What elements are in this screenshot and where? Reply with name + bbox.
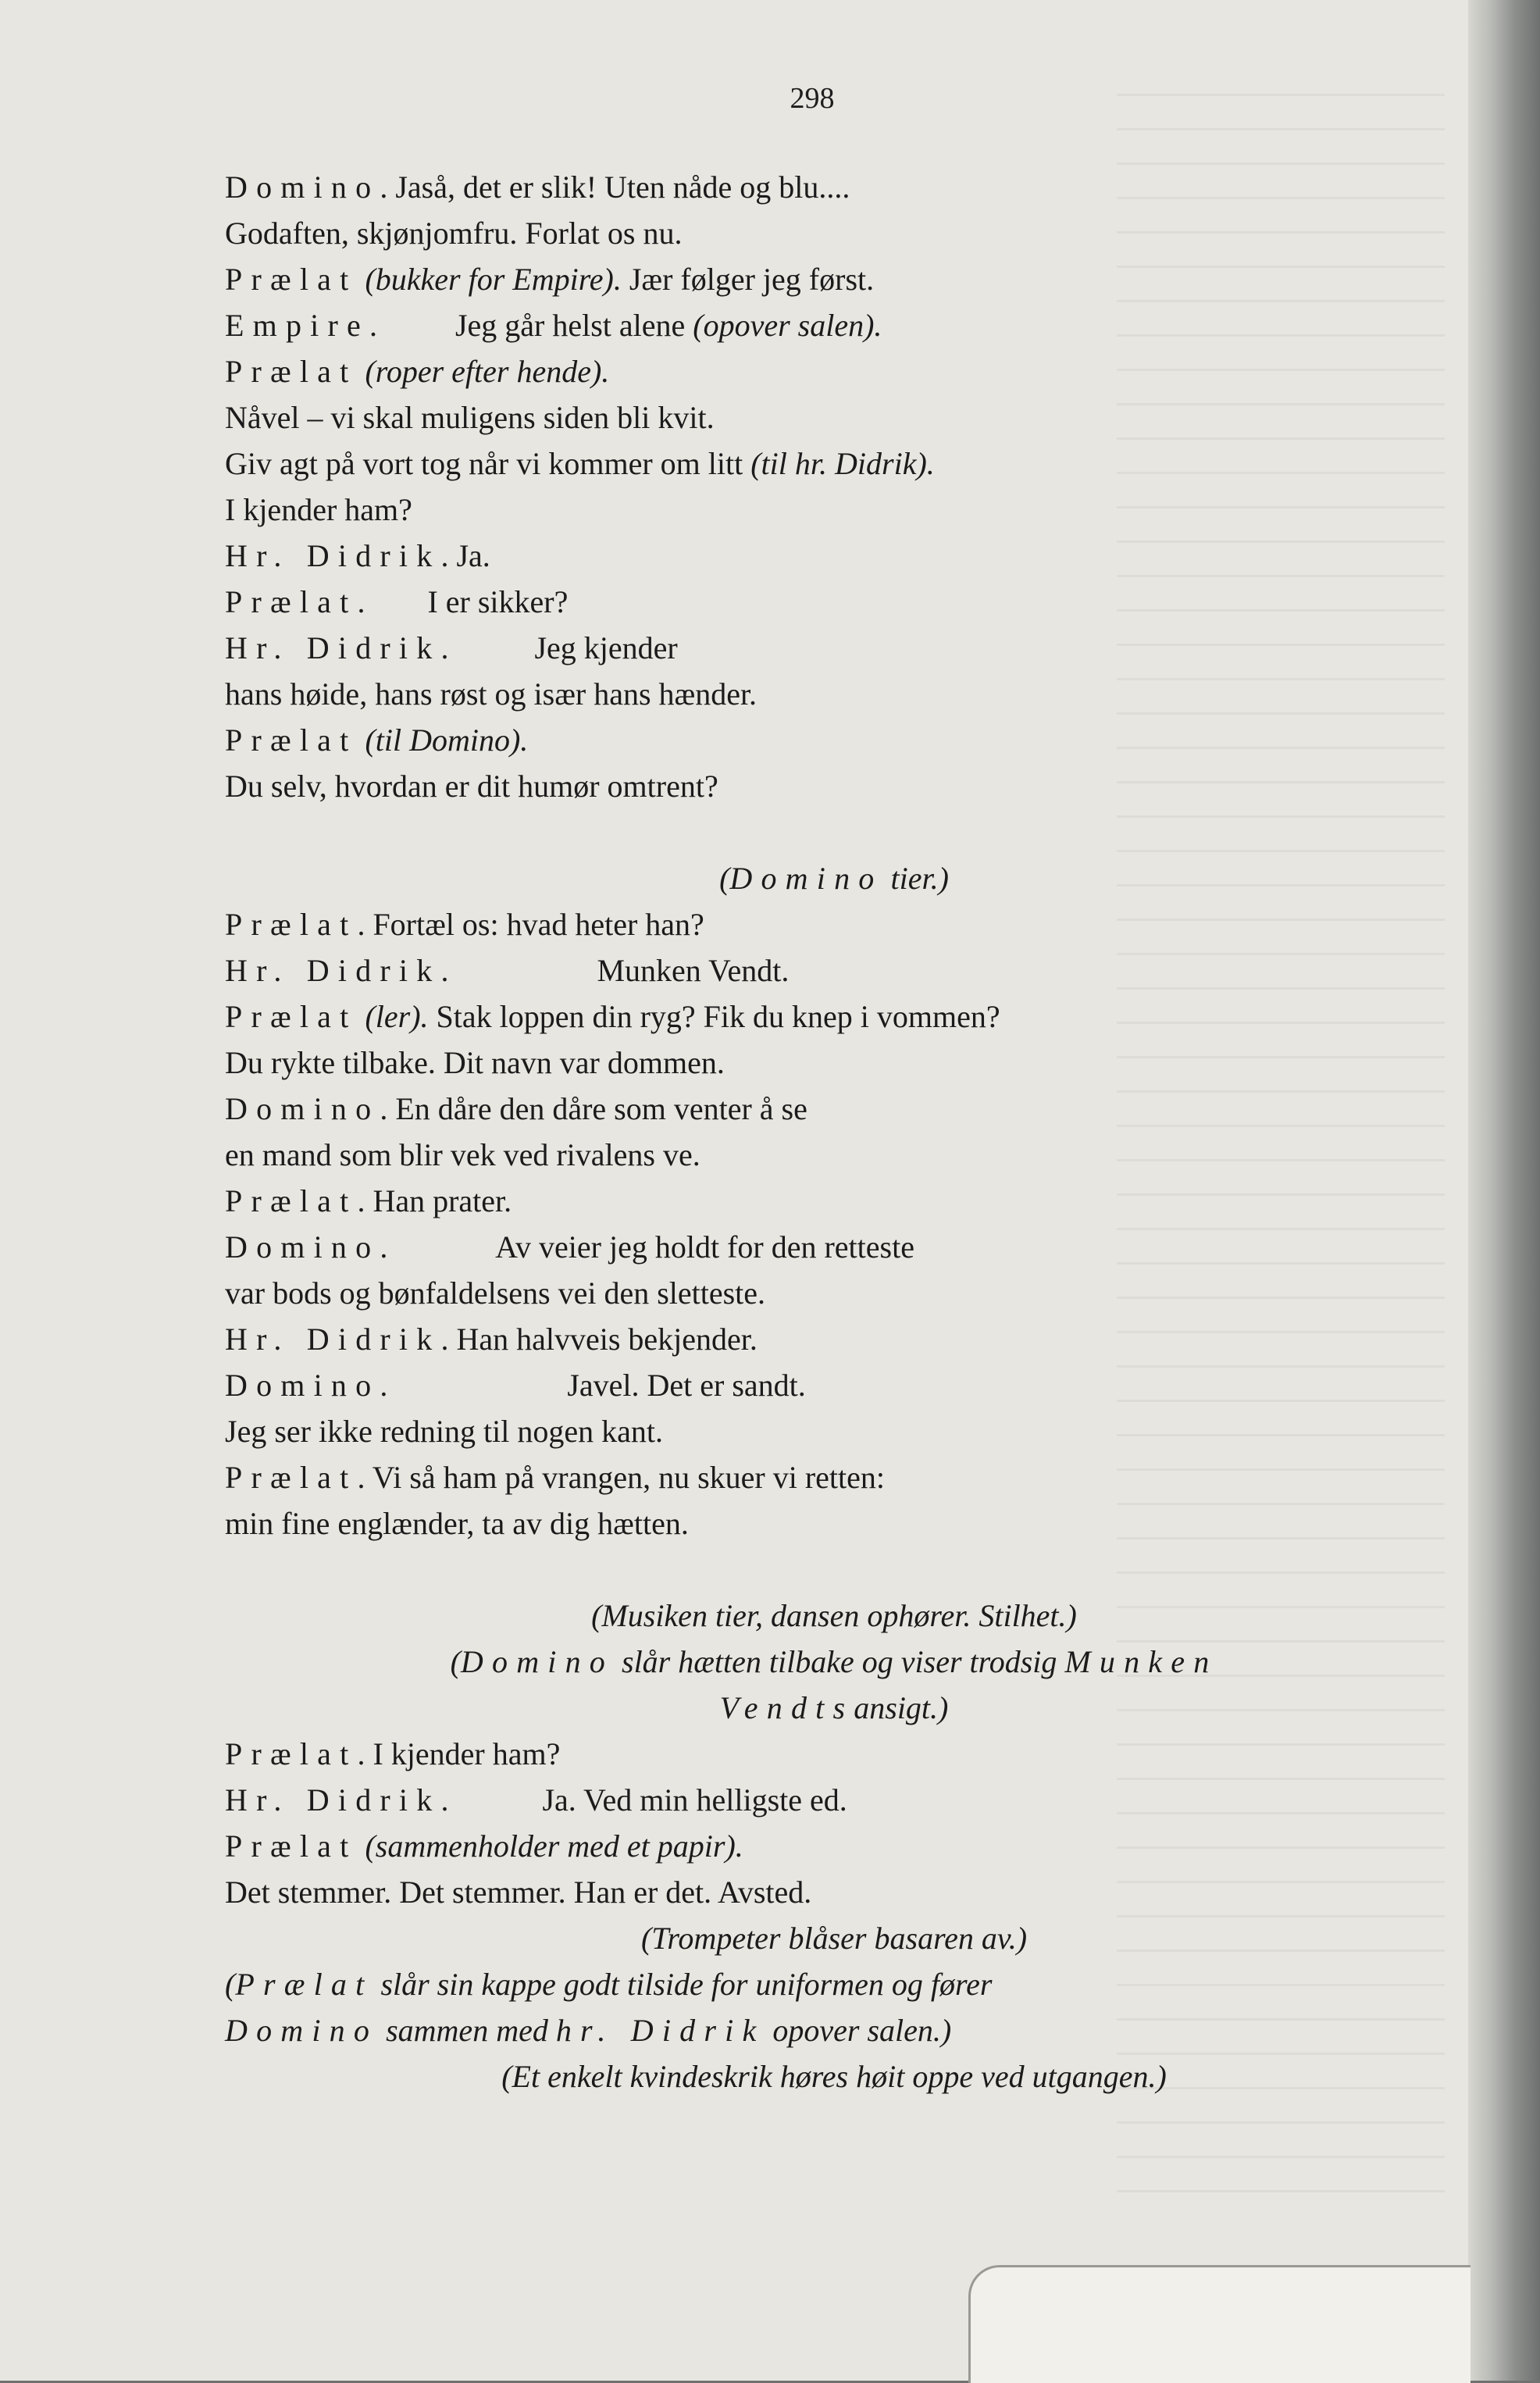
speaker-name: Prælat [225, 1460, 358, 1495]
text-line [225, 1823, 1443, 1869]
verse-text [357, 999, 365, 1034]
verse-text: . En dåre den dåre som venter å se [380, 1091, 807, 1126]
speaker-name: Prælat [225, 1736, 358, 1771]
speaker-name: Prælat [225, 907, 358, 942]
text-line [225, 533, 1443, 579]
speaker-name: Domino [225, 2013, 379, 2048]
text-line [225, 1316, 1443, 1362]
text-line [225, 2007, 1443, 2053]
speaker-name: Hr. Didrik [225, 1322, 441, 1357]
stage-direction: (sammenholder med et papir). [365, 1828, 743, 1864]
verse-text: var bods og bønfaldelsens vei den sletteste. [225, 1275, 766, 1311]
text-line [225, 487, 1443, 533]
stage-direction-line [225, 2053, 1443, 2099]
stage-direction: ( [225, 1967, 236, 2002]
verse-text: Giv agt på vort tog når vi kommer om litt [225, 446, 751, 481]
text-line [225, 256, 1443, 302]
verse-text [357, 722, 365, 758]
text-line [225, 671, 1443, 717]
verse-text: . Javel. Det er sandt. [380, 1368, 806, 1403]
text-line [225, 441, 1443, 487]
stage-direction: (til Domino). [365, 722, 529, 758]
text-line [225, 1178, 1443, 1224]
stage-direction: ( [719, 861, 730, 896]
text-line [225, 1086, 1443, 1132]
verse-text: I kjender ham? [225, 492, 412, 527]
text-line [225, 1454, 1443, 1500]
text-line [225, 1731, 1443, 1777]
stage-direction: opover salen.) [765, 2013, 952, 2048]
text-line [225, 901, 1443, 947]
text-line [225, 1408, 1443, 1454]
stage-direction: (Trompeter blåser basaren av.) [640, 1921, 1028, 1956]
verse-text: . Jeg går helst alene [369, 308, 693, 343]
verse-text [357, 354, 365, 389]
verse-text: . Han prater. [357, 1183, 512, 1218]
page-number: 298 [790, 82, 835, 115]
speaker-name: Hr. Didrik [225, 953, 441, 988]
text-line [225, 1040, 1443, 1086]
verse-text: . Ja. [440, 538, 490, 573]
speaker-name: Hr. Didrik [225, 630, 441, 665]
speaker-name: Prælat [225, 999, 358, 1034]
book-spine-shadow [1468, 0, 1540, 2381]
verse-text [225, 1552, 233, 1587]
verse-text [357, 1828, 365, 1864]
text-line [225, 210, 1443, 256]
verse-text: Jeg ser ikke redning til nogen kant. [225, 1414, 663, 1449]
speaker-name: Domino [225, 1368, 380, 1403]
text-line [225, 1270, 1443, 1316]
stage-direction: (roper efter hende). [365, 354, 610, 389]
verse-text: Det stemmer. Det stemmer. Han er det. Avsted. [225, 1875, 812, 1910]
verse-text: . Jaså, det er slik! Uten nåde og blu.... [380, 169, 850, 205]
stage-direction: (Musiken tier, dansen ophører. Stilhet.) [591, 1598, 1077, 1633]
text-line [225, 625, 1443, 671]
verse-text: Du selv, hvordan er dit humør omtrent? [225, 769, 718, 804]
speaker-name: Domino [225, 1229, 380, 1265]
verse-text: . Fortæl os: hvad heter han? [357, 907, 704, 942]
speaker-name: Domino [460, 1644, 614, 1679]
speaker-name: Domino [225, 169, 380, 205]
text-line [225, 579, 1443, 625]
stage-direction: (opover salen). [693, 308, 882, 343]
text-line [225, 164, 1443, 210]
speaker-name: Domino [225, 1091, 380, 1126]
speaker-name: Domino [729, 861, 883, 896]
speaker-name: Vendts [719, 1690, 854, 1725]
text-line [225, 763, 1443, 809]
speaker-name: hr. Didrik [555, 2013, 765, 2048]
stage-direction: sammen med [378, 2013, 556, 2048]
verse-text: Jær følger jeg først. [621, 262, 875, 297]
verse-text: . Jeg kjender [440, 630, 678, 665]
speaker-name: Hr. Didrik [225, 1782, 441, 1818]
speaker-name: Munken [1064, 1644, 1218, 1679]
text-line [225, 394, 1443, 441]
speaker-name: Prælat [225, 354, 358, 389]
verse-text: Nåvel – vi skal muligens siden bli kvit. [225, 400, 715, 435]
stage-direction: (ler). [365, 999, 429, 1034]
speaker-name: Prælat [225, 262, 358, 297]
stage-direction: ansigt.) [854, 1690, 949, 1725]
stage-direction: slår sin kappe godt tilside for uniformen og fører [373, 1967, 993, 2002]
verse-text: . Munken Vendt. [440, 953, 790, 988]
verse-text: hans høide, hans røst og især hans hænder. [225, 676, 758, 712]
verse-text: . Ja. Ved min helligste ed. [440, 1782, 847, 1818]
text-line [225, 947, 1443, 994]
play-text [225, 164, 1443, 2099]
text-line [225, 1500, 1443, 1546]
text-line [225, 994, 1443, 1040]
inserted-paper-corner [968, 2265, 1470, 2383]
text-line [225, 1961, 1443, 2007]
verse-text: . I kjender ham? [357, 1736, 561, 1771]
stage-direction: (til hr. Didrik). [750, 446, 935, 481]
stage-direction-line [225, 1915, 1443, 1961]
stage-direction-line [225, 1593, 1443, 1639]
verse-text: Stak loppen din ryg? Fik du knep i vommen? [428, 999, 1000, 1034]
stage-direction: (bukker for Empire). [365, 262, 622, 297]
stage-direction: slår hætten tilbake og viser trodsig [614, 1644, 1065, 1679]
text-line [225, 1869, 1443, 1915]
speaker-name: Prælat [225, 722, 358, 758]
speaker-name: Prælat [225, 1183, 358, 1218]
verse-text: . I er sikker? [357, 584, 569, 619]
text-line [225, 1224, 1443, 1270]
stage-direction-line [225, 1685, 1443, 1731]
verse-text: min fine englænder, ta av dig hætten. [225, 1506, 689, 1541]
stage-direction: tier.) [882, 861, 949, 896]
text-line [225, 348, 1443, 394]
speaker-name: Prælat [235, 1967, 373, 2002]
speaker-name: Prælat [225, 584, 358, 619]
verse-text: en mand som blir vek ved rivalens ve. [225, 1137, 700, 1172]
text-line [225, 1362, 1443, 1408]
stage-direction: ( [450, 1644, 461, 1679]
verse-text: Godaften, skjønjomfru. Forlat os nu. [225, 216, 683, 251]
text-line [225, 809, 1443, 855]
verse-text: . Vi så ham på vrangen, nu skuer vi retten: [357, 1460, 886, 1495]
stage-direction: (Et enkelt kvindeskrik høres høit oppe ved utgangen.) [501, 2059, 1167, 2094]
speaker-name: Prælat [225, 1828, 358, 1864]
speaker-name: Hr. Didrik [225, 538, 441, 573]
verse-text: . Han halvveis bekjender. [440, 1322, 758, 1357]
text-line [225, 1777, 1443, 1823]
text-line [225, 1132, 1443, 1178]
stage-direction-line [225, 855, 1443, 901]
stage-direction-line [225, 1639, 1443, 1685]
verse-text: Du rykte tilbake. Dit navn var dommen. [225, 1045, 725, 1080]
text-line [225, 1546, 1443, 1593]
verse-text [357, 262, 365, 297]
verse-text: . Av veier jeg holdt for den retteste [380, 1229, 914, 1265]
text-line [225, 717, 1443, 763]
verse-text [225, 815, 233, 850]
text-line [225, 302, 1443, 348]
speaker-name: Empire [225, 308, 369, 343]
